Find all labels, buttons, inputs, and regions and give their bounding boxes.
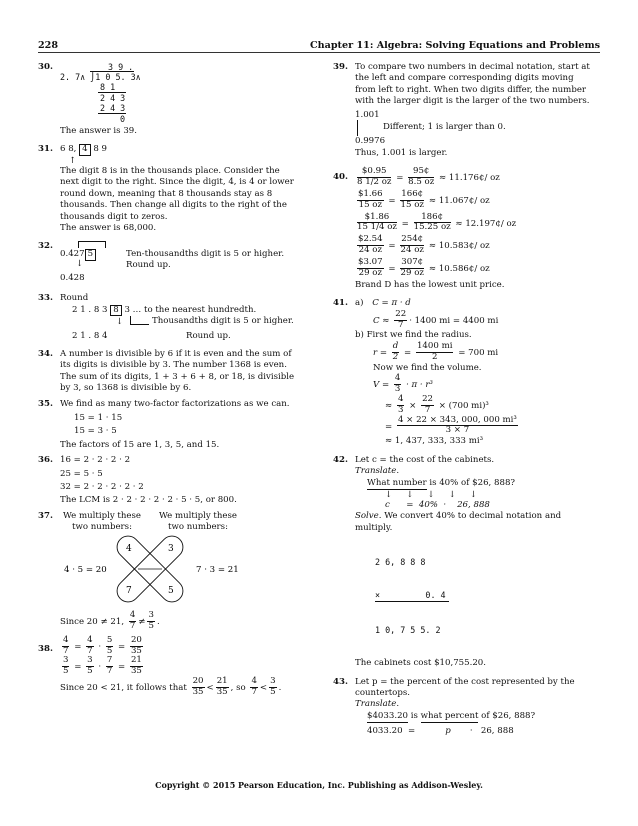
punctuation: .	[278, 683, 282, 694]
rounding-digits	[60, 144, 300, 155]
denominator: 7	[424, 404, 431, 415]
denominator: 3	[397, 404, 404, 415]
denominator: 7	[129, 620, 136, 631]
symbol: <	[206, 683, 214, 694]
fraction	[397, 395, 404, 416]
problem-35	[38, 399, 300, 452]
problem-number: 35.	[38, 398, 53, 409]
row: 1 0, 7 5 5. 2	[375, 624, 441, 635]
numerator: 1400 mi	[416, 340, 453, 351]
problem-42	[333, 455, 595, 670]
right-product: 7 · 3 = 21	[196, 564, 239, 575]
text: V =	[373, 379, 390, 390]
explanation: We find as many two-factor factorizations as we can.	[60, 398, 290, 409]
loop	[113, 535, 188, 606]
equation	[355, 723, 595, 737]
text: First we find the radius.	[366, 330, 472, 341]
denominator: 15 1/4 oz	[357, 222, 397, 233]
sub-row: 2 4 3	[100, 93, 126, 103]
boxed-digit: 8	[110, 305, 121, 316]
problem-number: 42.	[333, 454, 348, 465]
fraction	[357, 235, 384, 256]
text: 4033.20	[367, 726, 403, 737]
left-heading	[60, 511, 144, 534]
fraction	[408, 167, 434, 188]
text: · 1400 mi = 4400 mi	[409, 315, 499, 326]
denominator: 24 oz	[400, 245, 424, 256]
sub-row: 8 1	[100, 82, 116, 92]
problem-34	[38, 349, 300, 395]
denominator: 35	[216, 687, 228, 698]
fraction	[357, 213, 397, 234]
up-arrow: ↑	[69, 155, 77, 166]
answer: The LCM is 2 · 2 · 2 · 2 · 2 · 5 · 5, or 800.	[60, 495, 237, 506]
equation: 32 = 2 · 2 · 2 · 2 · 2	[60, 482, 144, 493]
denominator: 29 oz	[358, 267, 382, 278]
numerator: 3	[270, 676, 276, 687]
numerator: 4	[394, 373, 401, 384]
note: Ten-thousandths digit is 5 or higher.	[126, 249, 285, 260]
fraction	[86, 636, 93, 657]
problem-number: 37.	[38, 510, 53, 521]
problem-number: 32.	[38, 241, 53, 252]
fraction	[130, 636, 143, 657]
boxed-digit: 5	[85, 249, 96, 260]
explanation: The digit 8 is in the thousands place. Consider the next digit to the right. Since the digit, 4, is 4 or lower round down, meaning that 8 thousands stay as 8 thousands. Then change all digits to the right of the thousands digit to zeros.	[60, 165, 294, 222]
fraction	[394, 374, 401, 395]
denominator: 2	[392, 351, 399, 362]
numerator: 166¢	[401, 188, 424, 199]
equals-sign: =	[385, 241, 399, 252]
problem-30	[38, 62, 300, 137]
symbol: ×	[409, 400, 417, 411]
bracket	[78, 241, 106, 248]
equals-sign: =	[393, 172, 407, 183]
translation-phrase	[355, 478, 595, 490]
equation	[355, 395, 595, 416]
denominator: 7	[63, 645, 69, 656]
text: r =	[373, 347, 388, 358]
digits: 6 8,	[60, 144, 77, 155]
problem-38	[38, 636, 300, 698]
numerator: $3.07	[358, 257, 383, 268]
row: × 0. 4	[375, 590, 449, 602]
numerator: $1.66	[358, 188, 383, 199]
numerator: 3	[87, 655, 93, 666]
left-column	[38, 62, 300, 698]
cross-diagram	[60, 535, 300, 609]
denominator: 5	[270, 687, 276, 698]
dividend-row: 2. 7∧ ⌡1 0 5. 3∧	[60, 72, 141, 82]
fraction	[392, 342, 400, 363]
numerator: 21	[216, 676, 228, 687]
fraction	[106, 656, 113, 677]
digits: 8 9	[93, 144, 108, 155]
fraction	[421, 395, 434, 416]
note: Round up.	[186, 330, 231, 341]
label: a)	[355, 298, 364, 309]
punctuation: .	[156, 616, 160, 627]
numerator: 20	[130, 634, 142, 645]
unit-price: ≈ 10.586¢/ oz	[428, 263, 490, 274]
problem-37	[38, 511, 300, 632]
fraction	[414, 213, 451, 234]
numerator: 21	[130, 655, 142, 666]
equals-sign: =	[385, 263, 399, 274]
conclusion	[60, 609, 300, 632]
unit-price-list	[355, 166, 595, 280]
numerator: 186¢	[414, 213, 451, 224]
bracket	[130, 316, 149, 325]
answer: The factors of 15 are 1, 3, 5, and 15.	[60, 439, 220, 450]
fraction	[357, 190, 384, 211]
problem-number: 43.	[333, 676, 348, 687]
problem-40	[333, 166, 595, 291]
problem-number: 30.	[38, 62, 53, 72]
denominator: 7	[397, 319, 404, 330]
number: 1.001	[355, 109, 380, 120]
problem-number: 34.	[38, 348, 53, 359]
conclusion	[60, 677, 300, 698]
symbol: ·	[469, 726, 473, 737]
phrase: is	[410, 710, 418, 721]
problem-number: 41.	[333, 298, 348, 309]
phrase: $4033.20	[367, 711, 408, 723]
problem-41	[333, 298, 595, 447]
symbol: <	[259, 683, 268, 694]
problem-32	[38, 241, 300, 289]
problem-43	[333, 677, 595, 738]
fraction	[147, 611, 154, 632]
heading-line: We multiply these	[63, 510, 141, 521]
numerator: 22	[395, 308, 407, 319]
denominator: 8.5 oz	[408, 176, 435, 187]
long-division	[60, 62, 300, 126]
sub-row: 2 4 3	[100, 103, 126, 113]
denominator: 29 oz	[400, 267, 424, 278]
denominator: 5	[148, 620, 154, 631]
result: ≈ 1, 437, 333, 333 mi³	[385, 436, 484, 447]
unit-price: ≈ 11.067¢/ oz	[428, 195, 490, 206]
symbol: ≠	[138, 616, 146, 627]
symbol: =	[404, 347, 412, 358]
fraction	[86, 656, 93, 677]
quotient: 3 9 .	[108, 62, 134, 72]
fraction	[394, 310, 407, 331]
part-b	[355, 330, 595, 341]
numerator: $2.54	[358, 234, 383, 245]
numerator: 4	[126, 543, 132, 554]
fraction	[416, 342, 454, 363]
numerator: 307¢	[401, 257, 424, 268]
numerator: 95¢	[408, 167, 434, 178]
answer: The cabinets cost $10,755.20.	[355, 658, 487, 669]
denominator: 15 oz	[358, 199, 382, 210]
equals-sign: =	[398, 218, 412, 229]
equation: 16 = 2 · 2 · 2 · 2	[60, 455, 131, 466]
fraction	[62, 636, 69, 657]
numerator: 254¢	[401, 234, 424, 245]
equation: $\frac{3}{5}$ = $\frac{3}{5}$ · $\frac{7}{7}$ = $\frac{21}{35}$	[63, 655, 142, 677]
division-bar	[90, 71, 134, 72]
denominator: 5	[106, 645, 113, 656]
numerator: 22	[422, 393, 434, 404]
note: Round up.	[126, 260, 171, 271]
heading-line: two numbers:	[72, 522, 132, 533]
denominator: 15 oz	[400, 199, 424, 210]
fraction	[397, 416, 518, 437]
problem-number: 40.	[333, 172, 348, 183]
chapter-title: Chapter 11: Algebra: Solving Equations and Problems	[310, 40, 600, 51]
fraction	[216, 677, 229, 698]
right-heading	[156, 511, 240, 534]
remainder: 0	[120, 114, 126, 124]
denominator: 2	[431, 351, 438, 362]
problem-number: 39.	[333, 62, 348, 72]
right-column	[333, 62, 595, 738]
explanation: A number is divisible by 6 if it is even and the sum of its digits is divisible by 3. The number 1368 is even. The sum of its digits, 1 + 3 + 6 + 8, or 18, is divisible by 3, so 1368 is divisible by 6.	[60, 348, 295, 394]
symbol: =	[385, 421, 393, 432]
text: Let p = the percent of the cost represented by the countertops.	[355, 676, 575, 698]
row: 2 6, 8 8 8	[375, 556, 426, 567]
text: · π · r³	[406, 379, 433, 390]
denominator: 5	[87, 666, 93, 677]
comparison-diagram	[355, 108, 595, 148]
number: 0.9976	[355, 135, 386, 146]
unit-price: ≈ 10.583¢/ oz	[428, 241, 490, 252]
fraction	[62, 656, 69, 677]
label: Solve.	[355, 511, 382, 522]
fraction	[129, 611, 136, 632]
denominator: 3 × 7	[445, 425, 470, 436]
unit-price-row	[355, 189, 595, 212]
numerator: 20	[192, 676, 204, 687]
translation-phrase	[355, 711, 595, 723]
numerator: 4 × 22 × 343, 000, 000 mi³	[397, 414, 517, 425]
text: Now we find the volume.	[373, 362, 482, 373]
denominator: 7	[251, 687, 257, 698]
text: Since 20 < 21, it follows that	[60, 683, 187, 694]
numerator: 4	[251, 676, 257, 687]
variable: p	[445, 726, 451, 737]
cross-multiply-diagram	[60, 511, 300, 609]
fraction	[130, 656, 143, 677]
numerator: 7	[106, 655, 113, 666]
fraction	[400, 235, 424, 256]
problem-31	[38, 144, 300, 234]
fraction	[400, 258, 424, 279]
result: 2 1 . 8 4	[72, 330, 108, 341]
phrase: what percent	[421, 711, 479, 723]
heading-line: We multiply these	[159, 510, 237, 521]
equation: 15 = 3 · 5	[74, 426, 117, 437]
digits: 3 … to the nearest hundredth.	[124, 304, 257, 315]
denominator: 24 oz	[358, 245, 382, 256]
numerator: 4	[63, 634, 69, 645]
rounding-diagram	[60, 241, 300, 289]
down-arrow: ↓	[76, 259, 84, 270]
problem-36	[38, 455, 300, 507]
connector	[357, 120, 364, 136]
denominator: 15.25 oz	[413, 222, 451, 233]
page-header	[38, 38, 600, 53]
explanation: To compare two numbers in decimal notation, start at the left and compare corresponding digits moving from left to right. When two digits differ, the number with the larger digit is the larger of the two numbers.	[355, 62, 590, 107]
arrows: ↓↓↓↓↓	[385, 489, 492, 500]
lead: Round	[60, 293, 89, 304]
numerator: 4	[397, 393, 404, 404]
fraction	[357, 167, 391, 188]
equation	[355, 374, 595, 395]
equation: 15 = 1 · 15	[74, 412, 123, 423]
equation	[355, 342, 595, 363]
text: 26, 888	[480, 726, 514, 737]
multiplication	[355, 534, 595, 658]
unit-price-row	[355, 212, 595, 235]
arrow: ↓	[116, 316, 124, 327]
answer: Brand D has the lowest unit price.	[355, 279, 505, 290]
unit-price: ≈ 11.176¢/ oz	[438, 172, 500, 183]
denominator: 5	[168, 585, 174, 596]
part-a	[355, 298, 595, 309]
numerator: 4	[129, 609, 136, 620]
problem-number: 36.	[38, 455, 53, 466]
numerator: $1.86	[357, 213, 397, 224]
numerator: 5	[106, 634, 113, 645]
loop	[113, 535, 188, 606]
answer: Thus, 1.001 is larger.	[355, 147, 448, 158]
denominator: 7	[126, 585, 132, 596]
unit-price-row	[355, 234, 595, 257]
copyright-footer: Copyright © 2015 Pearson Education, Inc. Publishing as Addison-Wesley.	[155, 780, 483, 790]
numerator: 3	[63, 655, 69, 666]
numerator: $0.95	[357, 167, 391, 178]
denominator: 8 1/2 oz	[357, 176, 392, 187]
equation: 25 = 5 · 5	[60, 468, 103, 479]
symbol: =	[408, 726, 416, 737]
numerator: 3	[168, 543, 174, 554]
rounding-diagram	[60, 305, 300, 345]
text: = 700 mi	[458, 347, 499, 358]
equation: C = π · d	[372, 298, 411, 309]
solve-line	[355, 511, 595, 534]
numerator: 3	[148, 609, 154, 620]
numerator: d	[392, 340, 399, 351]
fraction	[357, 258, 384, 279]
denominator: 7	[106, 666, 113, 677]
digits: 0.427	[60, 249, 85, 260]
digits: 2 1 . 8 3	[72, 304, 108, 315]
denominator: 3	[394, 383, 401, 394]
problem-33	[38, 293, 300, 344]
fraction	[106, 636, 113, 657]
boxed-digit: 4	[79, 144, 90, 155]
problem-number: 33.	[38, 293, 53, 304]
problem-39	[333, 62, 595, 159]
text: We convert 40% to decimal notation and multiply.	[355, 511, 562, 533]
denominator: 35	[192, 687, 204, 698]
problem-number: 31.	[38, 144, 53, 155]
page-number: 228	[38, 40, 59, 51]
heading-line: two numbers:	[168, 522, 228, 533]
equals-sign: =	[385, 195, 399, 206]
symbol: ≈	[385, 400, 393, 411]
text: , so	[230, 683, 246, 694]
left-product: 4 · 5 = 20	[64, 564, 107, 575]
note: Different; 1 is larger than 0.	[383, 121, 506, 132]
text: × (700 mi)³	[438, 400, 489, 411]
answer: The answer is 39.	[60, 126, 137, 136]
fraction	[250, 677, 257, 698]
text: Since 20 ≠ 21,	[60, 616, 125, 627]
fraction	[192, 677, 205, 698]
unit-price-row	[355, 166, 595, 189]
unit-price-row	[355, 257, 595, 280]
denominator: 5	[63, 666, 69, 677]
phrase: is 40% of $26, 888?	[429, 477, 516, 488]
fraction	[269, 677, 276, 698]
fraction	[400, 190, 424, 211]
text: C ≈	[373, 315, 390, 326]
denominator: 7	[87, 645, 93, 656]
note: Thousandths digit is 5 or higher.	[152, 315, 294, 326]
numerator: 4	[87, 634, 93, 645]
unit-price: ≈ 12.197¢/ oz	[455, 218, 517, 229]
denominator: 35	[130, 666, 142, 677]
label: Translate.	[355, 699, 400, 710]
text: Let c = the cost of the cabinets.	[355, 454, 495, 465]
phrase: of $26, 888?	[481, 710, 536, 721]
problem-number: 38.	[38, 643, 53, 654]
phrase: What number	[367, 478, 427, 490]
result: 0.428	[60, 273, 85, 284]
denominator: 35	[130, 645, 142, 656]
label: Translate.	[355, 466, 400, 477]
answer: The answer is 68,000.	[60, 222, 157, 233]
equation: $\frac{4}{7}$ = $\frac{4}{7}$ · $\frac{5}{5}$ = $\frac{20}{35}$	[63, 634, 142, 656]
label: b)	[355, 330, 364, 341]
equation	[355, 416, 595, 437]
equation: c = 40% · 26, 888	[385, 499, 490, 510]
equation	[355, 310, 595, 331]
